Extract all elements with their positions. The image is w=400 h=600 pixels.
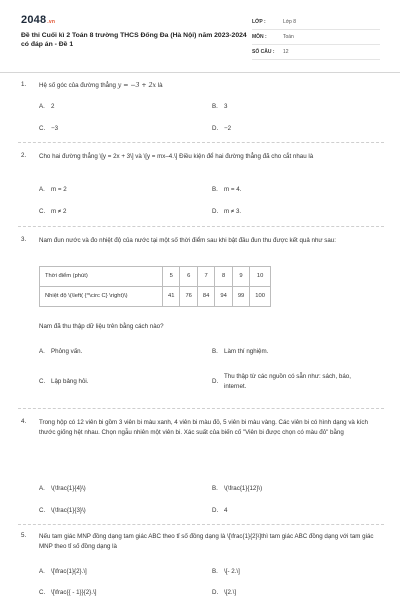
option-value: m = 2 bbox=[51, 186, 67, 193]
option-letter: C. bbox=[39, 589, 46, 596]
option-b[interactable] bbox=[212, 348, 268, 356]
option-value: \(\frac{1}{12}\) bbox=[224, 485, 263, 492]
logo-text: 2048 bbox=[21, 14, 47, 26]
table-row bbox=[40, 287, 271, 307]
option-value: \[\frac{1}{2}.\] bbox=[51, 568, 87, 575]
table-cell: 6 bbox=[180, 267, 197, 287]
table-cell: 100 bbox=[250, 287, 271, 307]
option-letter: D. bbox=[212, 208, 219, 215]
option-letter: D. bbox=[212, 378, 219, 385]
option-value: −3 bbox=[51, 125, 59, 132]
site-logo[interactable] bbox=[21, 14, 55, 28]
option-letter: B. bbox=[212, 186, 218, 193]
option-value: Phỏng vấn. bbox=[51, 348, 83, 355]
option-letter: B. bbox=[212, 568, 218, 575]
page-header bbox=[0, 0, 400, 70]
table-cell: 9 bbox=[232, 267, 249, 287]
sub-question-text: Nam đã thu thập dữ liệu trên bằng cách nào? bbox=[39, 323, 164, 330]
option-letter: C. bbox=[39, 208, 46, 215]
question-separator bbox=[18, 142, 384, 143]
option-b[interactable] bbox=[212, 568, 240, 576]
table-cell: 41 bbox=[163, 287, 180, 307]
option-letter: A. bbox=[39, 568, 45, 575]
option-c[interactable] bbox=[39, 507, 86, 515]
meta-count-label: SỐ CÂU : bbox=[252, 48, 275, 55]
option-d[interactable] bbox=[212, 208, 241, 216]
option-letter: D. bbox=[212, 589, 219, 596]
temperature-table bbox=[39, 266, 271, 307]
option-value: \(\frac{1}{4}\) bbox=[51, 485, 86, 492]
option-letter: D. bbox=[212, 507, 219, 514]
question-text-tail: là bbox=[157, 82, 163, 89]
table-row bbox=[40, 267, 271, 287]
option-letter: A. bbox=[39, 485, 45, 492]
option-letter: D. bbox=[212, 125, 219, 132]
meta-subject-row bbox=[252, 30, 380, 45]
table-header-cell: Thời điểm (phút) bbox=[40, 267, 163, 287]
option-c[interactable] bbox=[39, 125, 58, 133]
option-b[interactable] bbox=[212, 485, 262, 493]
option-letter: B. bbox=[212, 348, 218, 355]
option-letter: C. bbox=[39, 378, 46, 385]
meta-class-label: LỚP : bbox=[252, 18, 266, 25]
table-cell: 76 bbox=[180, 287, 197, 307]
question-separator bbox=[18, 226, 384, 227]
option-a[interactable] bbox=[39, 103, 54, 111]
table-cell: 94 bbox=[215, 287, 232, 307]
option-d[interactable] bbox=[212, 125, 231, 133]
question-text: Cho hai đường thẳng \[y = 2x + 3\] và \[y = mx–4.\] Điều kiện để hai đường thẳng đã cho cắt nhau là bbox=[39, 153, 314, 160]
question-number: 3. bbox=[21, 236, 27, 243]
question-number: 1. bbox=[21, 81, 27, 88]
option-value: −2 bbox=[224, 125, 232, 132]
math-expression: y = −3 + 2x bbox=[117, 82, 157, 89]
meta-class-value: Lớp 8 bbox=[283, 18, 297, 25]
option-d[interactable] bbox=[212, 507, 227, 515]
header-divider bbox=[0, 72, 400, 73]
option-value: m ≠ 3. bbox=[224, 208, 242, 215]
option-letter: B. bbox=[212, 103, 218, 110]
exam-title: Đề thi Cuối kì 2 Toán 8 trường THCS Đống Đa (Hà Nội) năm 2023-2024 có đáp án - Đề 1 bbox=[21, 32, 247, 48]
table-header-cell: Nhiệt độ \(\left( {^\circ C} \right)\) bbox=[40, 287, 163, 307]
option-d[interactable] bbox=[212, 372, 372, 392]
meta-class-row bbox=[252, 15, 380, 30]
option-letter: A. bbox=[39, 103, 45, 110]
question-text-lead: Hệ số góc của đường thẳng bbox=[39, 82, 116, 89]
option-c[interactable] bbox=[39, 589, 96, 597]
table-cell: 8 bbox=[215, 267, 232, 287]
table-cell: 10 bbox=[250, 267, 271, 287]
option-letter: C. bbox=[39, 125, 46, 132]
option-value: m ≠ 2 bbox=[51, 208, 67, 215]
option-value: m = 4. bbox=[224, 186, 242, 193]
question-separator bbox=[18, 408, 384, 409]
option-a[interactable] bbox=[39, 485, 86, 493]
option-value: \(\frac{1}{3}\) bbox=[51, 507, 86, 514]
option-c[interactable] bbox=[39, 378, 89, 386]
option-b[interactable] bbox=[212, 186, 241, 194]
table-cell: 99 bbox=[232, 287, 249, 307]
option-value: 4 bbox=[224, 507, 228, 514]
option-a[interactable] bbox=[39, 348, 82, 356]
logo-suffix: .vn bbox=[47, 19, 56, 25]
meta-count-row bbox=[252, 45, 380, 60]
option-b[interactable] bbox=[212, 103, 227, 111]
option-value: 3 bbox=[224, 103, 228, 110]
question-number: 5. bbox=[21, 532, 27, 539]
option-a[interactable] bbox=[39, 186, 67, 194]
question-text: Nếu tam giác MNP đồng dạng tam giác ABC theo tỉ số đồng dạng là \[\frac{1}{2}\]thì tam giác ABC đồng dạng với tam giác MNP theo tỉ số đồng dạng là bbox=[39, 533, 374, 550]
option-letter: A. bbox=[39, 348, 45, 355]
option-a[interactable] bbox=[39, 568, 87, 576]
option-letter: B. bbox=[212, 485, 218, 492]
meta-subject-value: Toán bbox=[283, 33, 294, 40]
option-value: Thu thập từ các nguồn có sẵn như: sách, báo, internet. bbox=[224, 373, 351, 390]
option-letter: A. bbox=[39, 186, 45, 193]
meta-count-value: 12 bbox=[283, 48, 289, 55]
meta-subject-label: MÔN : bbox=[252, 33, 267, 40]
table-cell: 7 bbox=[197, 267, 214, 287]
option-letter: C. bbox=[39, 507, 46, 514]
option-value: 2 bbox=[51, 103, 55, 110]
option-value: Làm thí nghiệm. bbox=[224, 348, 269, 355]
option-c[interactable] bbox=[39, 208, 66, 216]
question-number: 4. bbox=[21, 418, 27, 425]
exam-meta bbox=[252, 15, 380, 60]
option-value: \[2.\] bbox=[224, 589, 237, 596]
question-number: 2. bbox=[21, 152, 27, 159]
option-value: \[- 2.\] bbox=[224, 568, 240, 575]
table-cell: 5 bbox=[163, 267, 180, 287]
question-text: Nam đun nước và đo nhiệt độ của nước tại một số thời điểm sau khi bật đầu đun thu được kết quả như sau: bbox=[39, 237, 336, 244]
question-text: Trong hộp có 12 viên bi gồm 3 viên bi màu xanh, 4 viên bi màu đỏ, 5 viên bi màu vàng. Các viên bi có hình dạng và kích thước giống hệt nhau. Chọn ngẫu nhiên một viên bi. Xác suất của biến cố "Viên bi được chọn có màu đỏ" bằng bbox=[39, 419, 368, 436]
question-separator bbox=[18, 524, 384, 525]
question-text bbox=[39, 81, 384, 91]
option-value: \[\frac{{ - 1}}{2}.\] bbox=[51, 589, 97, 596]
option-d[interactable] bbox=[212, 589, 236, 597]
table-cell: 84 bbox=[197, 287, 214, 307]
option-value: Lập bảng hỏi. bbox=[51, 378, 89, 385]
